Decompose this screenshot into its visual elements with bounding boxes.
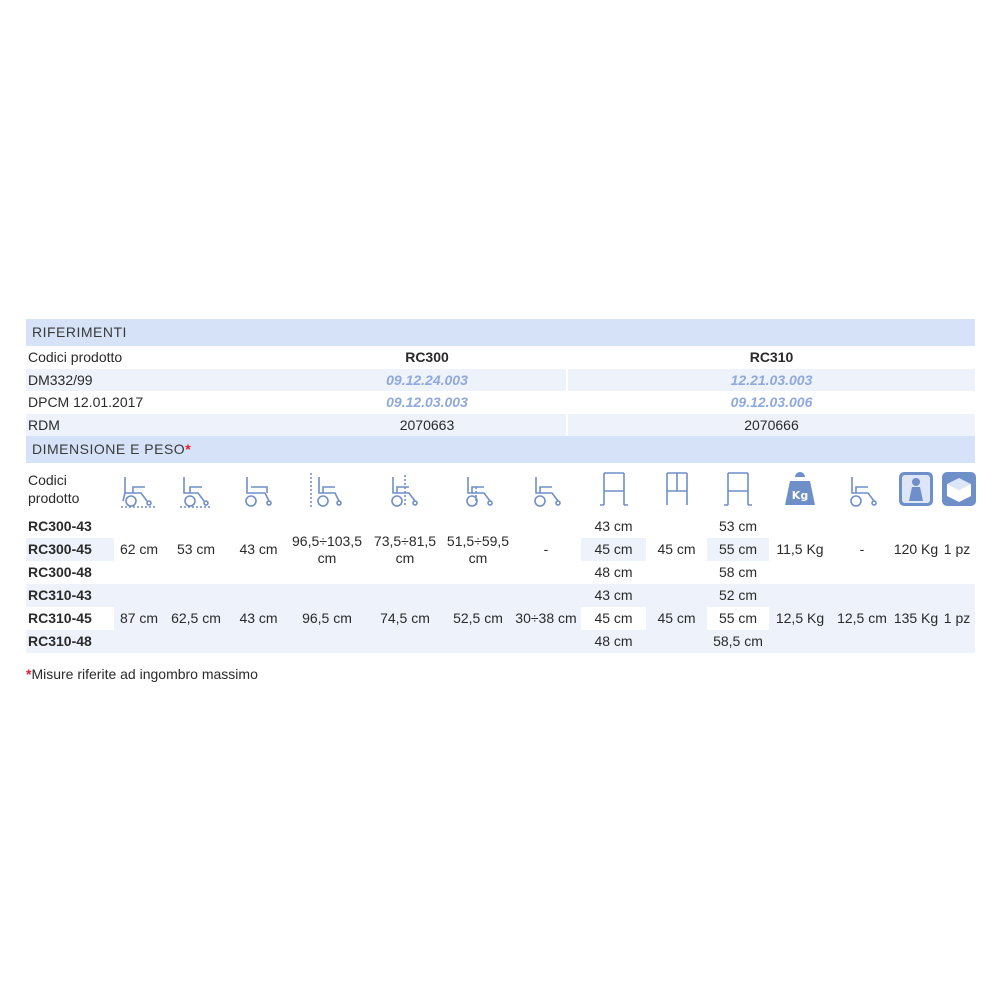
weight-kg-icon [769, 463, 831, 515]
seat-size-value: 43 cm [581, 515, 646, 538]
model-code: RC310-43 [26, 584, 114, 607]
ref-value-rc310: 09.12.03.006 [566, 391, 975, 414]
folded-width-value: 62,5 cm [164, 584, 228, 653]
chair-weight-value: 11,5 Kg [769, 515, 831, 584]
seat-size-value: 43 cm [581, 584, 646, 607]
ref-row-dm [26, 369, 975, 392]
back-size-value: 58,5 cm [707, 630, 769, 653]
ref-value-rc300: 09.12.24.003 [386, 371, 468, 388]
wheelchair-seat-height-icon [445, 463, 511, 515]
backrest-height-value: 73,5÷81,5 cm [365, 515, 445, 584]
package-value: 1 pz [939, 584, 975, 653]
wheelchair-total-height-icon [289, 463, 365, 515]
seat-width-icon [581, 463, 646, 515]
ref-value-rc310: 2070666 [566, 414, 975, 437]
wheelchair-seat-width-icon [228, 463, 289, 515]
back-size-value: 53 cm [707, 515, 769, 538]
seat-width-value: 43 cm [228, 515, 289, 584]
ref-value-rc310: 12.21.03.003 [566, 369, 975, 392]
asterisk: * [185, 441, 192, 457]
wheelchair-backrest-height-icon [365, 463, 445, 515]
wheel-weight-value: - [831, 515, 893, 584]
backrest-height-icon [707, 463, 769, 515]
wheel-weight-value: 12,5 cm [831, 584, 893, 653]
seat-depth-value: 45 cm [646, 515, 707, 584]
folded-width-value: 53 cm [164, 515, 228, 584]
spec-sheet [26, 319, 975, 653]
dimensions-table [26, 463, 975, 653]
total-height-value: 96,5÷103,5 cm [289, 515, 365, 584]
section-header-dimensions [26, 436, 975, 463]
model-code: RC300-45 [26, 538, 114, 561]
seat-height-value: 51,5÷59,5 cm [445, 515, 511, 584]
model-code: RC300-48 [26, 561, 114, 584]
total-height-value: 96,5 cm [289, 584, 365, 653]
seat-depth-icon [646, 463, 707, 515]
ref-row-codes [26, 346, 975, 369]
model-code: RC310-48 [26, 630, 114, 653]
seat-depth-value: 45 cm [646, 584, 707, 653]
seat-size-value: 48 cm [581, 561, 646, 584]
seat-width-value: 43 cm [228, 584, 289, 653]
seat-size-value: 45 cm [581, 607, 646, 630]
wheelchair-wheel-icon [831, 463, 893, 515]
ref-label: DPCM 12.01.2017 [28, 394, 144, 410]
ref-row-dpcm [26, 391, 975, 414]
model-code: RC310-45 [26, 607, 114, 630]
back-size-value: 58 cm [707, 561, 769, 584]
open-width-value: 62 cm [114, 515, 164, 584]
seat-size-value: 45 cm [581, 538, 646, 561]
chair-weight-value: 12,5 Kg [769, 584, 831, 653]
seat-size-value: 48 cm [581, 630, 646, 653]
footnote-text: Misure riferite ad ingombro massimo [31, 666, 258, 682]
codes-header-line-1: Codici [28, 472, 67, 488]
asterisk: * [26, 666, 32, 682]
footnote [26, 666, 258, 682]
wheelchair-open-width-icon [114, 463, 164, 515]
icon-header-row [26, 463, 975, 515]
back-size-value: 55 cm [707, 607, 769, 630]
ref-value-rc300: 09.12.03.003 [386, 394, 468, 410]
ref-label: DM332/99 [28, 371, 93, 388]
max-load-value: 135 Kg [893, 584, 939, 653]
wheelchair-wheel-diameter-icon [511, 463, 581, 515]
svg-text:Kg: Kg [791, 489, 809, 502]
section-header-references [26, 319, 975, 346]
ref-label: Codici prodotto [28, 349, 123, 365]
ref-value-rc300: RC300 [405, 349, 449, 365]
ref-row-rdm [26, 414, 975, 437]
max-load-value: 120 Kg [893, 515, 939, 584]
package-box-icon [939, 463, 975, 515]
back-size-value: 55 cm [707, 538, 769, 561]
ref-label: RDM [28, 416, 60, 433]
model-code: RC300-43 [26, 515, 114, 538]
wheel-diameter-value: - [511, 515, 581, 584]
max-user-weight-icon [893, 463, 939, 515]
backrest-height-value: 74,5 cm [365, 584, 445, 653]
seat-height-value: 52,5 cm [445, 584, 511, 653]
ref-value-rc300: 2070663 [399, 416, 455, 433]
codes-header-line-2: prodotto [28, 490, 80, 506]
table-row-rc300-43 [26, 515, 975, 538]
codes-header [26, 463, 114, 515]
back-size-value: 52 cm [707, 584, 769, 607]
dimensions-title: DIMENSIONE E PESO [32, 441, 186, 457]
references-title: RIFERIMENTI [32, 324, 127, 340]
wheel-diameter-value: 30÷38 cm [511, 584, 581, 653]
open-width-value: 87 cm [114, 584, 164, 653]
table-row-rc310-43 [26, 584, 975, 607]
ref-value-rc310: RC310 [566, 346, 975, 369]
package-value: 1 pz [939, 515, 975, 584]
wheelchair-folded-width-icon [164, 463, 228, 515]
